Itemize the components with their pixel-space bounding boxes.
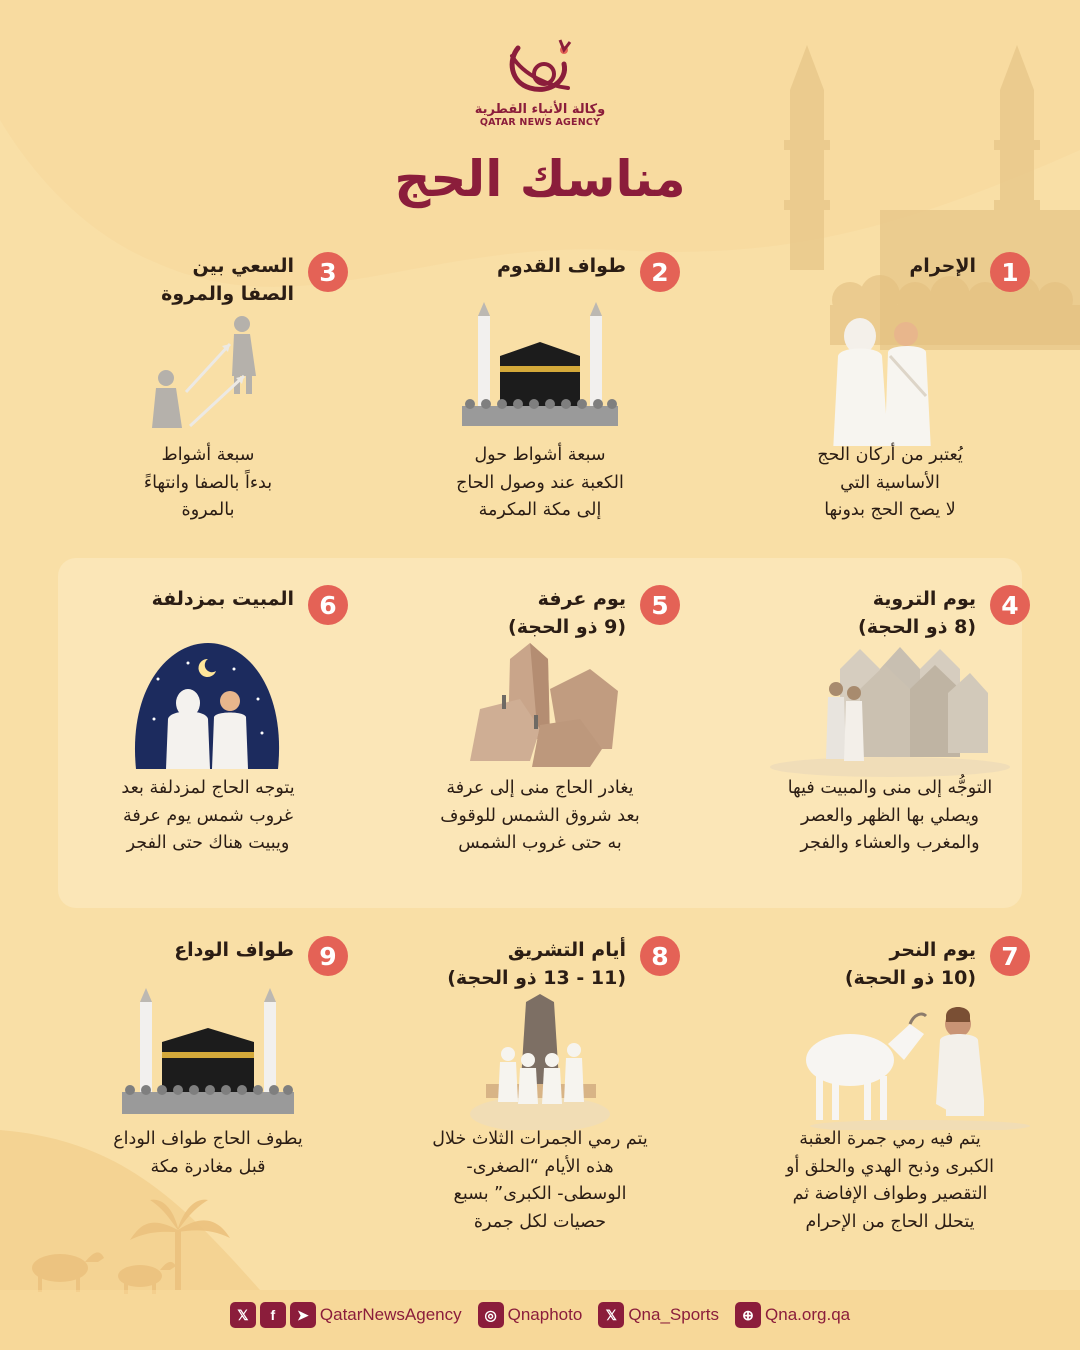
step-title: يوم التروية (8 ذو الحجة): [858, 588, 976, 638]
footer-group-photo: [478, 1302, 583, 1328]
step-7: [740, 936, 1040, 1256]
step-title: السعي بين الصفا والمروة: [161, 255, 294, 305]
step-number-badge: 9: [308, 936, 348, 976]
step-number-badge: 7: [990, 936, 1030, 976]
qna-logo: [470, 36, 610, 140]
step-description: يتم رمي الجمرات الثلاث خلال هذه الأيام “الصغرى- الوسطى- الكبرى” بسبع حصيات لكل جمرة: [432, 1129, 648, 1232]
step-3: [58, 252, 358, 572]
footer-group-sports: [598, 1302, 719, 1328]
step-4: [740, 585, 1040, 905]
step-6: [58, 585, 358, 905]
step-8: [390, 936, 690, 1256]
step-number-badge: 2: [640, 252, 680, 292]
night-prayer-icon: [58, 629, 358, 779]
facebook-icon[interactable]: f: [260, 1302, 286, 1328]
step-1: [740, 252, 1040, 572]
sacrifice-goat-icon: [740, 980, 1040, 1130]
step-5: [390, 585, 690, 905]
step-number-badge: 8: [640, 936, 680, 976]
step-title: المبيت بمزدلفة: [151, 588, 294, 610]
step-title: طواف الوداع: [174, 939, 294, 961]
step-2: [390, 252, 690, 572]
qna-logo-icon: [498, 36, 582, 100]
footer-website-link[interactable]: Qna.org.qa: [765, 1305, 851, 1324]
step-description: يُعتبر من أركان الحج الأساسية التي لا يصح الحج بدونها: [817, 445, 963, 520]
step-description: يتوجه الحاج لمزدلفة بعد غروب شمس يوم عرفة ويبيت هناك حتى الفجر: [121, 778, 295, 853]
step-title: أيام التشريق (11 - 13 ذو الحجة): [447, 939, 626, 989]
pilgrims-ihram-icon: [740, 296, 1040, 446]
step-title: طواف القدوم: [496, 255, 626, 277]
social-footer: [0, 1291, 1080, 1339]
footer-handle-qnaphoto[interactable]: Qnaphoto: [507, 1305, 583, 1324]
tents-icon: [740, 629, 1040, 779]
logo-arabic-text: وكالة الأنباء القطرية: [474, 102, 606, 117]
mount-arafat-icon: [390, 629, 690, 779]
kaaba-icon: [390, 296, 690, 446]
footer-group-web: [735, 1302, 850, 1328]
instagram-icon[interactable]: ◎: [478, 1302, 504, 1328]
footer-group-qna: [230, 1302, 462, 1328]
step-title: يوم عرفة (9 ذو الحجة): [508, 588, 626, 638]
walking-pilgrims-icon: [58, 296, 358, 446]
step-9: [58, 936, 358, 1256]
web-icon[interactable]: ⊕: [735, 1302, 761, 1328]
step-description: يطوف الحاج طواف الوداع قبل مغادرة مكة: [113, 1129, 303, 1177]
step-title: يوم النحر (10 ذو الحجة): [844, 939, 976, 989]
step-description: سبعة أشواط بدءاً بالصفا وانتهاءً بالمروة: [143, 445, 273, 520]
telegram-icon[interactable]: ➤: [290, 1302, 316, 1328]
step-description: يتم فيه رمي جمرة العقبة الكبرى وذبح الهدي والحلق أو التقصير وطواف الإفاضة ثم يتحلل الحاج من الإحرام: [786, 1129, 994, 1232]
logo-english-text: QATAR NEWS AGENCY: [479, 117, 601, 128]
footer-handle-qatarnewsagency[interactable]: QatarNewsAgency: [319, 1305, 462, 1324]
step-description: التوجُّه إلى منى والمبيت فيها ويصلي بها الظهر والعصر والمغرب والعشاء والفجر: [787, 778, 993, 853]
x-icon[interactable]: 𝕏: [598, 1302, 624, 1328]
step-description: يغادر الحاج منى إلى عرفة بعد شروق الشمس للوقوف به حتى غروب الشمس: [440, 778, 640, 853]
step-description: سبعة أشواط حول الكعبة عند وصول الحاج إلى مكة المكرمة: [456, 445, 624, 520]
footer-handle-qna-sports[interactable]: Qna_Sports: [628, 1305, 720, 1324]
step-title: الإحرام: [909, 255, 976, 277]
page-title: مناسك الحج: [394, 150, 686, 208]
step-number-badge: 3: [308, 252, 348, 292]
step-number-badge: 5: [640, 585, 680, 625]
x-icon[interactable]: 𝕏: [230, 1302, 256, 1328]
step-number-badge: 4: [990, 585, 1030, 625]
jamarat-icon: [390, 980, 690, 1130]
step-number-badge: 1: [990, 252, 1030, 292]
step-number-badge: 6: [308, 585, 348, 625]
kaaba-farewell-icon: [58, 980, 358, 1130]
